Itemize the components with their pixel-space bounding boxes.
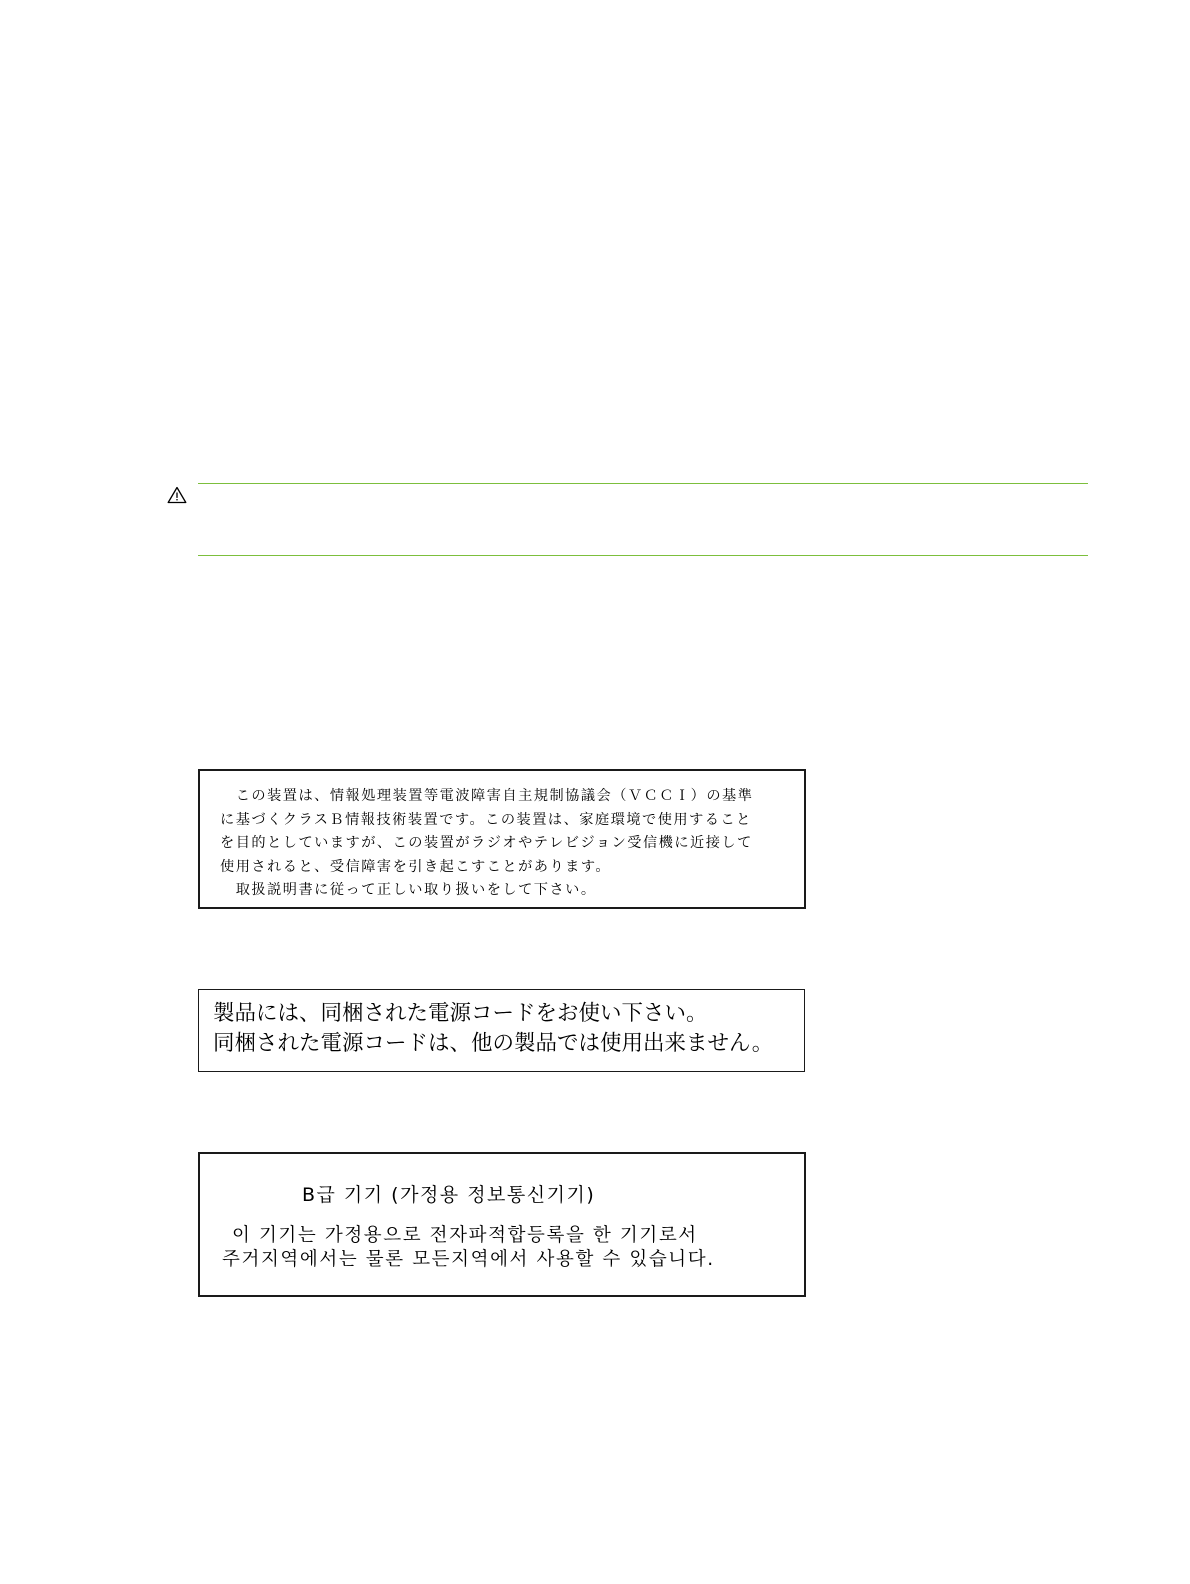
vcci-notice-line: に基づくクラスＢ情報技術装置です。この装置は、家庭環境で使用すること (220, 811, 752, 828)
korea-notice-line: 주거지역에서는 물론 모든지역에서 사용할 수 있습니다. (222, 1249, 715, 1270)
vcci-notice-line: を目的としていますが、この装置がラジオやテレビジョン受信機に近接して (220, 835, 753, 851)
vcci-notice-line: この装置は、情報処理装置等電波障害自主規制協議会（ＶＣＣＩ）の基準 (220, 788, 754, 804)
vcci-notice-line: 使用されると、受信障害を引き起こすことがあります。 (220, 858, 612, 875)
korea-notice-line-text: 이 기기는 가정용으로 전자파적합등록을 한 기기로서 (232, 1225, 698, 1246)
caution-bottom-rule (198, 555, 1088, 556)
warning-triangle-icon (167, 486, 187, 504)
korea-class-b-notice-box (198, 1152, 806, 1297)
power-cord-notice-line: 製品には、同梱された電源コードをお使い下さい。 (213, 1001, 708, 1026)
power-cord-notice-line: 同梱された電源コードは、他の製品では使用出来ません。 (213, 1031, 774, 1056)
korea-notice-body (222, 1224, 715, 1272)
vcci-notice-line: 取扱説明書に従って正しい取り扱いをして下さい。 (220, 882, 597, 898)
caution-note (167, 483, 1088, 556)
power-cord-notice-box (198, 989, 805, 1072)
korea-notice-line (222, 1224, 715, 1248)
caution-top-rule (198, 483, 1088, 484)
korea-notice-title: B급 기기 (가정용 정보통신기기) (302, 1184, 596, 1206)
vcci-notice-box (198, 769, 806, 909)
